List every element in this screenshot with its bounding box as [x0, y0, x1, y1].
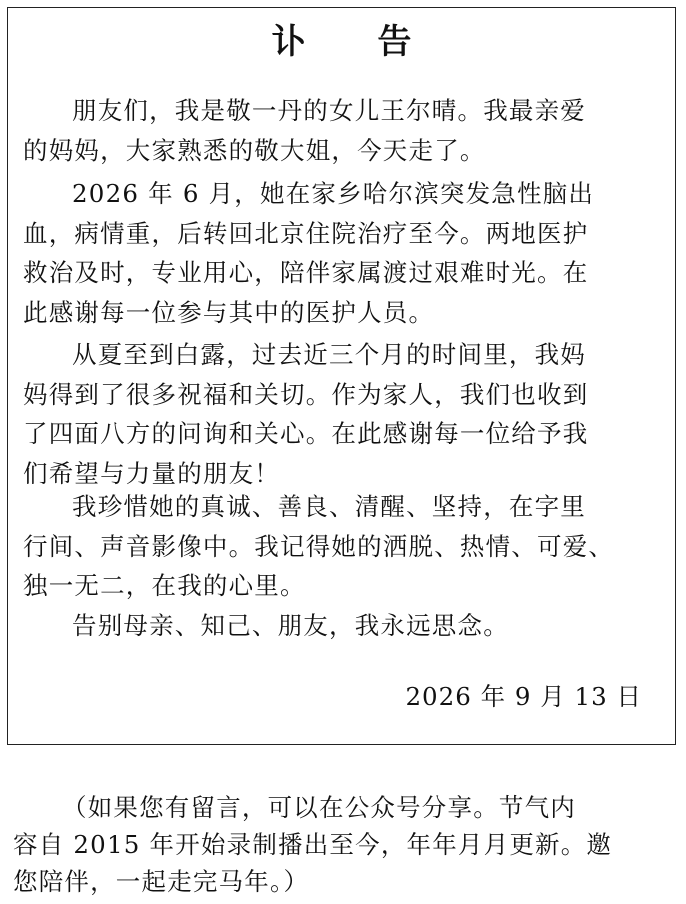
- paragraph-line: 们希望与力量的朋友！: [23, 458, 280, 488]
- paragraph-farewell: [23, 606, 663, 646]
- notice-date: 2026 年 9 月 13 日: [405, 682, 642, 711]
- paragraph-line: 的妈妈，大家熟悉的敬大姐，今天走了。: [23, 135, 486, 165]
- footnote-line: 您陪伴，一起走完马年。）: [13, 867, 310, 896]
- obituary-notice: [7, 7, 676, 745]
- paragraph-line: 救治及时，专业用心，陪伴家属渡过艰难时光。在: [23, 258, 589, 287]
- paragraph-line: 告别母亲、知己、朋友，我永远思念。: [72, 611, 509, 640]
- paragraph-line: 2026 年 6 月，她在家乡哈尔滨突发急性脑出: [72, 179, 595, 208]
- paragraph-thanks: [23, 335, 663, 493]
- paragraph-opening: [23, 91, 663, 170]
- paragraph-line: 了四面八方的问询和关心。在此感谢每一位给予我: [23, 419, 589, 448]
- paragraph-remembrance: [23, 487, 663, 606]
- footnote-line: （如果您有留言，可以在公众号分享。节气内: [62, 793, 576, 822]
- paragraph-line: 独一无二，在我的心里。: [23, 571, 306, 600]
- paragraph-line: 从夏至到白露，过去近三个月的时间里，我妈: [72, 340, 586, 369]
- paragraph-line: 血，病情重，后转回北京住院治疗至今。两地医护: [23, 218, 589, 248]
- paragraph-illness: [23, 174, 663, 332]
- paragraph-line: 此感谢每一位参与其中的医护人员。: [23, 297, 435, 327]
- footnote: [13, 789, 673, 900]
- paragraph-line: 朋友们，我是敬一丹的女儿王尔晴。我最亲爱: [72, 96, 586, 125]
- paragraph-line: 妈得到了很多祝福和关切。作为家人，我们也收到: [23, 379, 589, 409]
- notice-title: 讣 告: [271, 22, 442, 62]
- paragraph-line: 我珍惜她的真诚、善良、清醒、坚持，在字里: [72, 492, 586, 521]
- footnote-line: 容自 2015 年开始录制播出至今，年年月月更新。邀: [13, 830, 613, 859]
- paragraph-line: 行间、声音影像中。我记得她的洒脱、热情、可爱、: [23, 531, 615, 561]
